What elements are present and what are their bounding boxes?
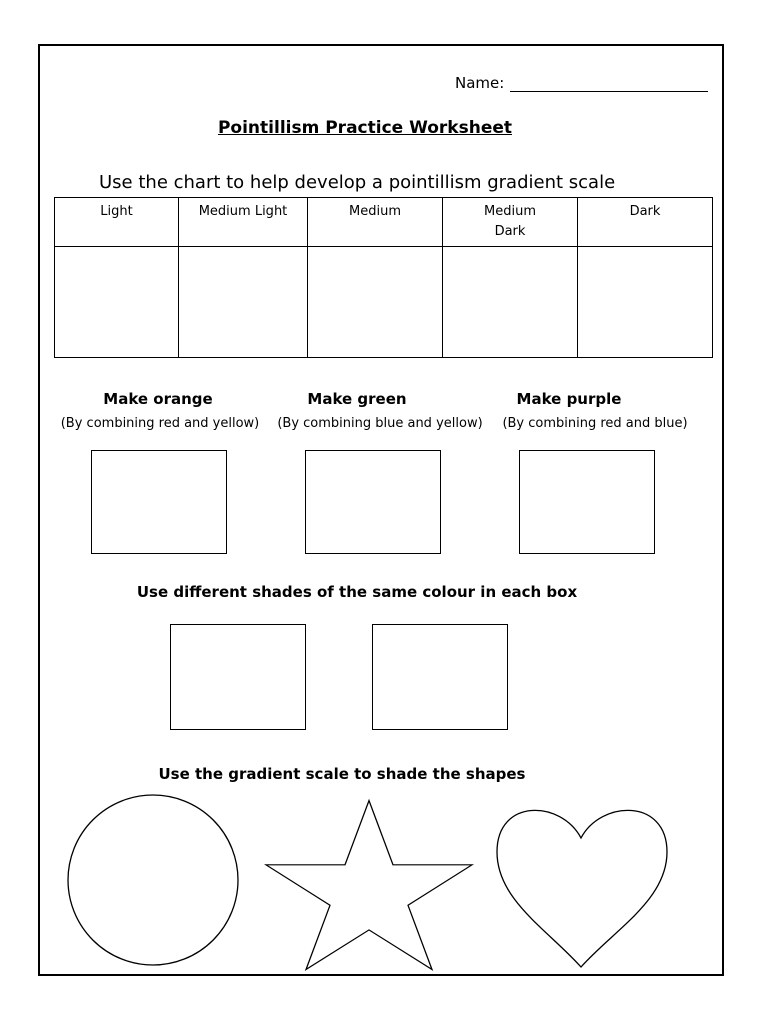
header-label: Medium [349,204,401,219]
gradient-cell-light[interactable] [55,247,179,358]
gradient-cell-dark[interactable] [578,247,713,358]
gradient-cell-medium-dark[interactable] [443,247,578,358]
gradient-cell-medium-light[interactable] [179,247,308,358]
gradient-header-light [55,198,179,247]
make-orange-subtitle: (By combining red and yellow) [60,416,260,431]
header-label: Medium [484,204,536,219]
star-shape[interactable] [266,801,472,970]
gradient-header-medium [308,198,443,247]
header-label-line2: Dark [494,224,526,239]
make-purple-heading: Make purple [516,390,622,408]
gradient-scale-table [54,197,713,358]
make-orange-heading: Make orange [103,390,213,408]
shade-box-left[interactable] [170,624,306,730]
shades-instruction: Use different shades of the same colour in each box [136,583,578,601]
name-field [455,74,708,92]
make-green-heading: Make green [307,390,407,408]
shapes-area [0,790,768,980]
heart-shape[interactable] [497,810,667,967]
gradient-header-row [55,198,713,247]
worksheet-title: Pointillism Practice Worksheet [217,118,513,138]
green-mix-box[interactable] [305,450,441,554]
gradient-header-medium-light [179,198,308,247]
header-label: Medium Light [198,204,288,219]
gradient-header-medium-dark [443,198,578,247]
circle-shape[interactable] [68,795,238,965]
gradient-blank-row [55,247,713,358]
make-green-subtitle: (By combining blue and yellow) [277,416,483,431]
name-label: Name: [455,74,505,92]
name-blank-line[interactable] [510,77,708,92]
gradient-cell-medium[interactable] [308,247,443,358]
header-label: Light [100,204,133,219]
orange-mix-box[interactable] [91,450,227,554]
shade-box-right[interactable] [372,624,508,730]
purple-mix-box[interactable] [519,450,655,554]
chart-instruction: Use the chart to help develop a pointillism gradient scale [99,172,616,193]
shapes-instruction: Use the gradient scale to shade the shapes [158,765,526,783]
make-purple-subtitle: (By combining red and blue) [502,416,688,431]
header-label: Dark [629,204,661,219]
gradient-header-dark [578,198,713,247]
